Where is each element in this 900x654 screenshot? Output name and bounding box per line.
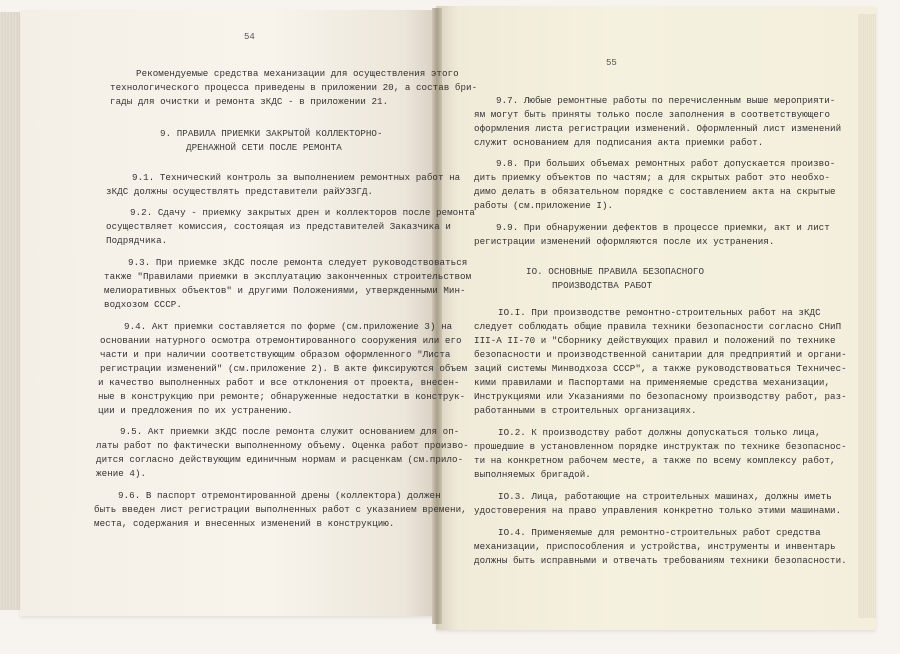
section-heading: ДРЕНАЖНОЙ СЕТИ ПОСЛЕ РЕМОНТА	[186, 142, 342, 153]
text-line: регистрации изменений оформляются после их устранения.	[474, 236, 775, 247]
text-line: мелиоративных объектов" и другими Положениями, утвержденными Мин-	[104, 285, 466, 296]
text-line: ям могут быть приняты только после заполнения в соответствующего	[474, 109, 831, 120]
page-number-left: 54	[244, 32, 255, 42]
text-line: 9.6. В паспорт отремонтированной дрены (коллектора) должен	[118, 490, 441, 501]
text-line: механизации, приспособления и устройства, инструменты и инвентарь	[474, 541, 836, 552]
text-line: ции и предложения по их устранению.	[98, 405, 293, 416]
text-line: работы (см.приложение I).	[474, 200, 614, 211]
text-line: IO.3. Лица, работающие на строительных машинах, должны иметь	[498, 491, 832, 502]
book-gutter	[432, 8, 442, 624]
text-line: работанными в строительных организациях.	[474, 405, 697, 416]
text-line: части и при наличии соответствующим образом оформленного "Листа	[100, 349, 451, 360]
text-line: 9.1. Технический контроль за выполнением ремонтных работ на	[132, 172, 461, 183]
section-heading: ПРОИЗВОДСТВА РАБОТ	[552, 280, 653, 291]
text-line: регистрации изменений" (см.приложение 2). В акте фиксируются объем	[100, 363, 468, 374]
text-line: удостоверения на право управления конкретно только этими машинами.	[474, 505, 842, 516]
page-stack-edge-right	[858, 14, 876, 618]
text-line: кими правилами и Паспортами на применяемые средства механизации,	[474, 377, 831, 388]
text-line: 9.4. Акт приемки составляется по форме (см.приложение 3) на	[124, 321, 453, 332]
text-line: также "Правилами приемки в эксплуатацию законченных строительством	[104, 271, 472, 282]
text-line: IO.4. Применяемые для ремонтно-строительных работ средства	[498, 527, 821, 538]
text-line: 9.2. Сдачу - приемку закрытых дрен и коллекторов после ремонта	[130, 207, 475, 218]
text-line: Рекомендуемые средства механизации для осуществления этого	[136, 68, 459, 79]
text-line: 9.5. Акт приемки зКДС после ремонта служит основанием для оп-	[120, 426, 460, 437]
page-number-right: 55	[606, 58, 617, 68]
text-line: 9.9. При обнаружении дефектов в процессе приемки, акт и лист	[496, 222, 830, 233]
text-line: безопасности и производственной санитарии для предприятий и органи-	[474, 349, 847, 360]
text-line: ти на конкретном рабочем месте, а также по всему комплексу работ,	[474, 455, 836, 466]
text-line: осуществляет комиссия, состоящая из представителей Заказчика и	[106, 221, 451, 232]
text-line: служит основанием для подписания акта приемки работ.	[474, 137, 764, 148]
text-line: дится согласно действующим единичным нормам и расценкам (см.прило-	[96, 454, 464, 465]
text-line: дить приемку объектов по частям; а для скрытых работ это необхо-	[474, 172, 831, 183]
text-line: димо делать в обязательном порядке с составлением акта на скрытые	[474, 186, 836, 197]
text-line: заций системы Минводхоза СССР", а также руководствоваться Техничес-	[474, 363, 847, 374]
section-heading: IO. ОСНОВНЫЕ ПРАВИЛА БЕЗОПАСНОГО	[526, 266, 705, 277]
text-line: должны быть исправными и отвечать требованиям техники безопасности.	[474, 555, 847, 566]
text-line: 9.3. При приемке зКДС после ремонта следует руководствоваться	[128, 257, 468, 268]
text-line: латы работ по фактически выполненному объему. Оценка работ произво-	[96, 440, 469, 451]
text-line: и качество выполненных работ и все отклонения от проекта, внесен-	[98, 377, 460, 388]
text-line: IO.I. При производстве ремонтно-строительных работ на зКДС	[498, 307, 821, 318]
text-line: Подрядчика.	[106, 235, 168, 246]
text-line: ные в конструкцию при ремонте; обнаруженные недостатки в конструк-	[98, 391, 466, 402]
text-line: выполняемых бригадой.	[474, 469, 591, 480]
text-line: IO.2. К производству работ должны допускаться только лица,	[498, 427, 821, 438]
text-line: следует соблюдать общие правила техники безопасности согласно СНиП	[474, 321, 842, 332]
text-line: гады для очистки и ремонта зКДС - в приложении 21.	[110, 96, 389, 107]
text-line: основании натурного осмотра отремонтированного сооружения или его	[100, 335, 462, 346]
text-line: жение 4).	[96, 468, 147, 479]
text-line: технологического процесса приведены в приложении 20, а состав бри-	[110, 82, 478, 93]
text-line: прошедшие в установленном порядке инструктаж по технике безопаснос-	[474, 441, 847, 452]
text-line: водхозом СССР.	[104, 299, 182, 310]
text-line: быть введен лист регистрации выполненных работ с указанием времени,	[94, 504, 467, 515]
text-line: места, содержания и внесенных изменений в конструкцию.	[94, 518, 395, 529]
text-line: III-А II-70 и "Сборнику действующих правил и положений по технике	[474, 335, 836, 346]
text-line: 9.8. При больших объемах ремонтных работ допускается произво-	[496, 158, 836, 169]
text-line: Инструкциями или Указаниями по безопасному производству работ, раз-	[474, 391, 847, 402]
text-line: 9.7. Любые ремонтные работы по перечисленным выше мероприяти-	[496, 95, 836, 106]
text-line: оформления листа регистрации изменений. Оформленный лист изменений	[474, 123, 842, 134]
text-line: зКДС должны осуществлять представители райУЭЗГД.	[106, 186, 374, 197]
section-heading: 9. ПРАВИЛА ПРИЕМКИ ЗАКРЫТОЙ КОЛЛЕКТОРНО-	[160, 128, 383, 139]
